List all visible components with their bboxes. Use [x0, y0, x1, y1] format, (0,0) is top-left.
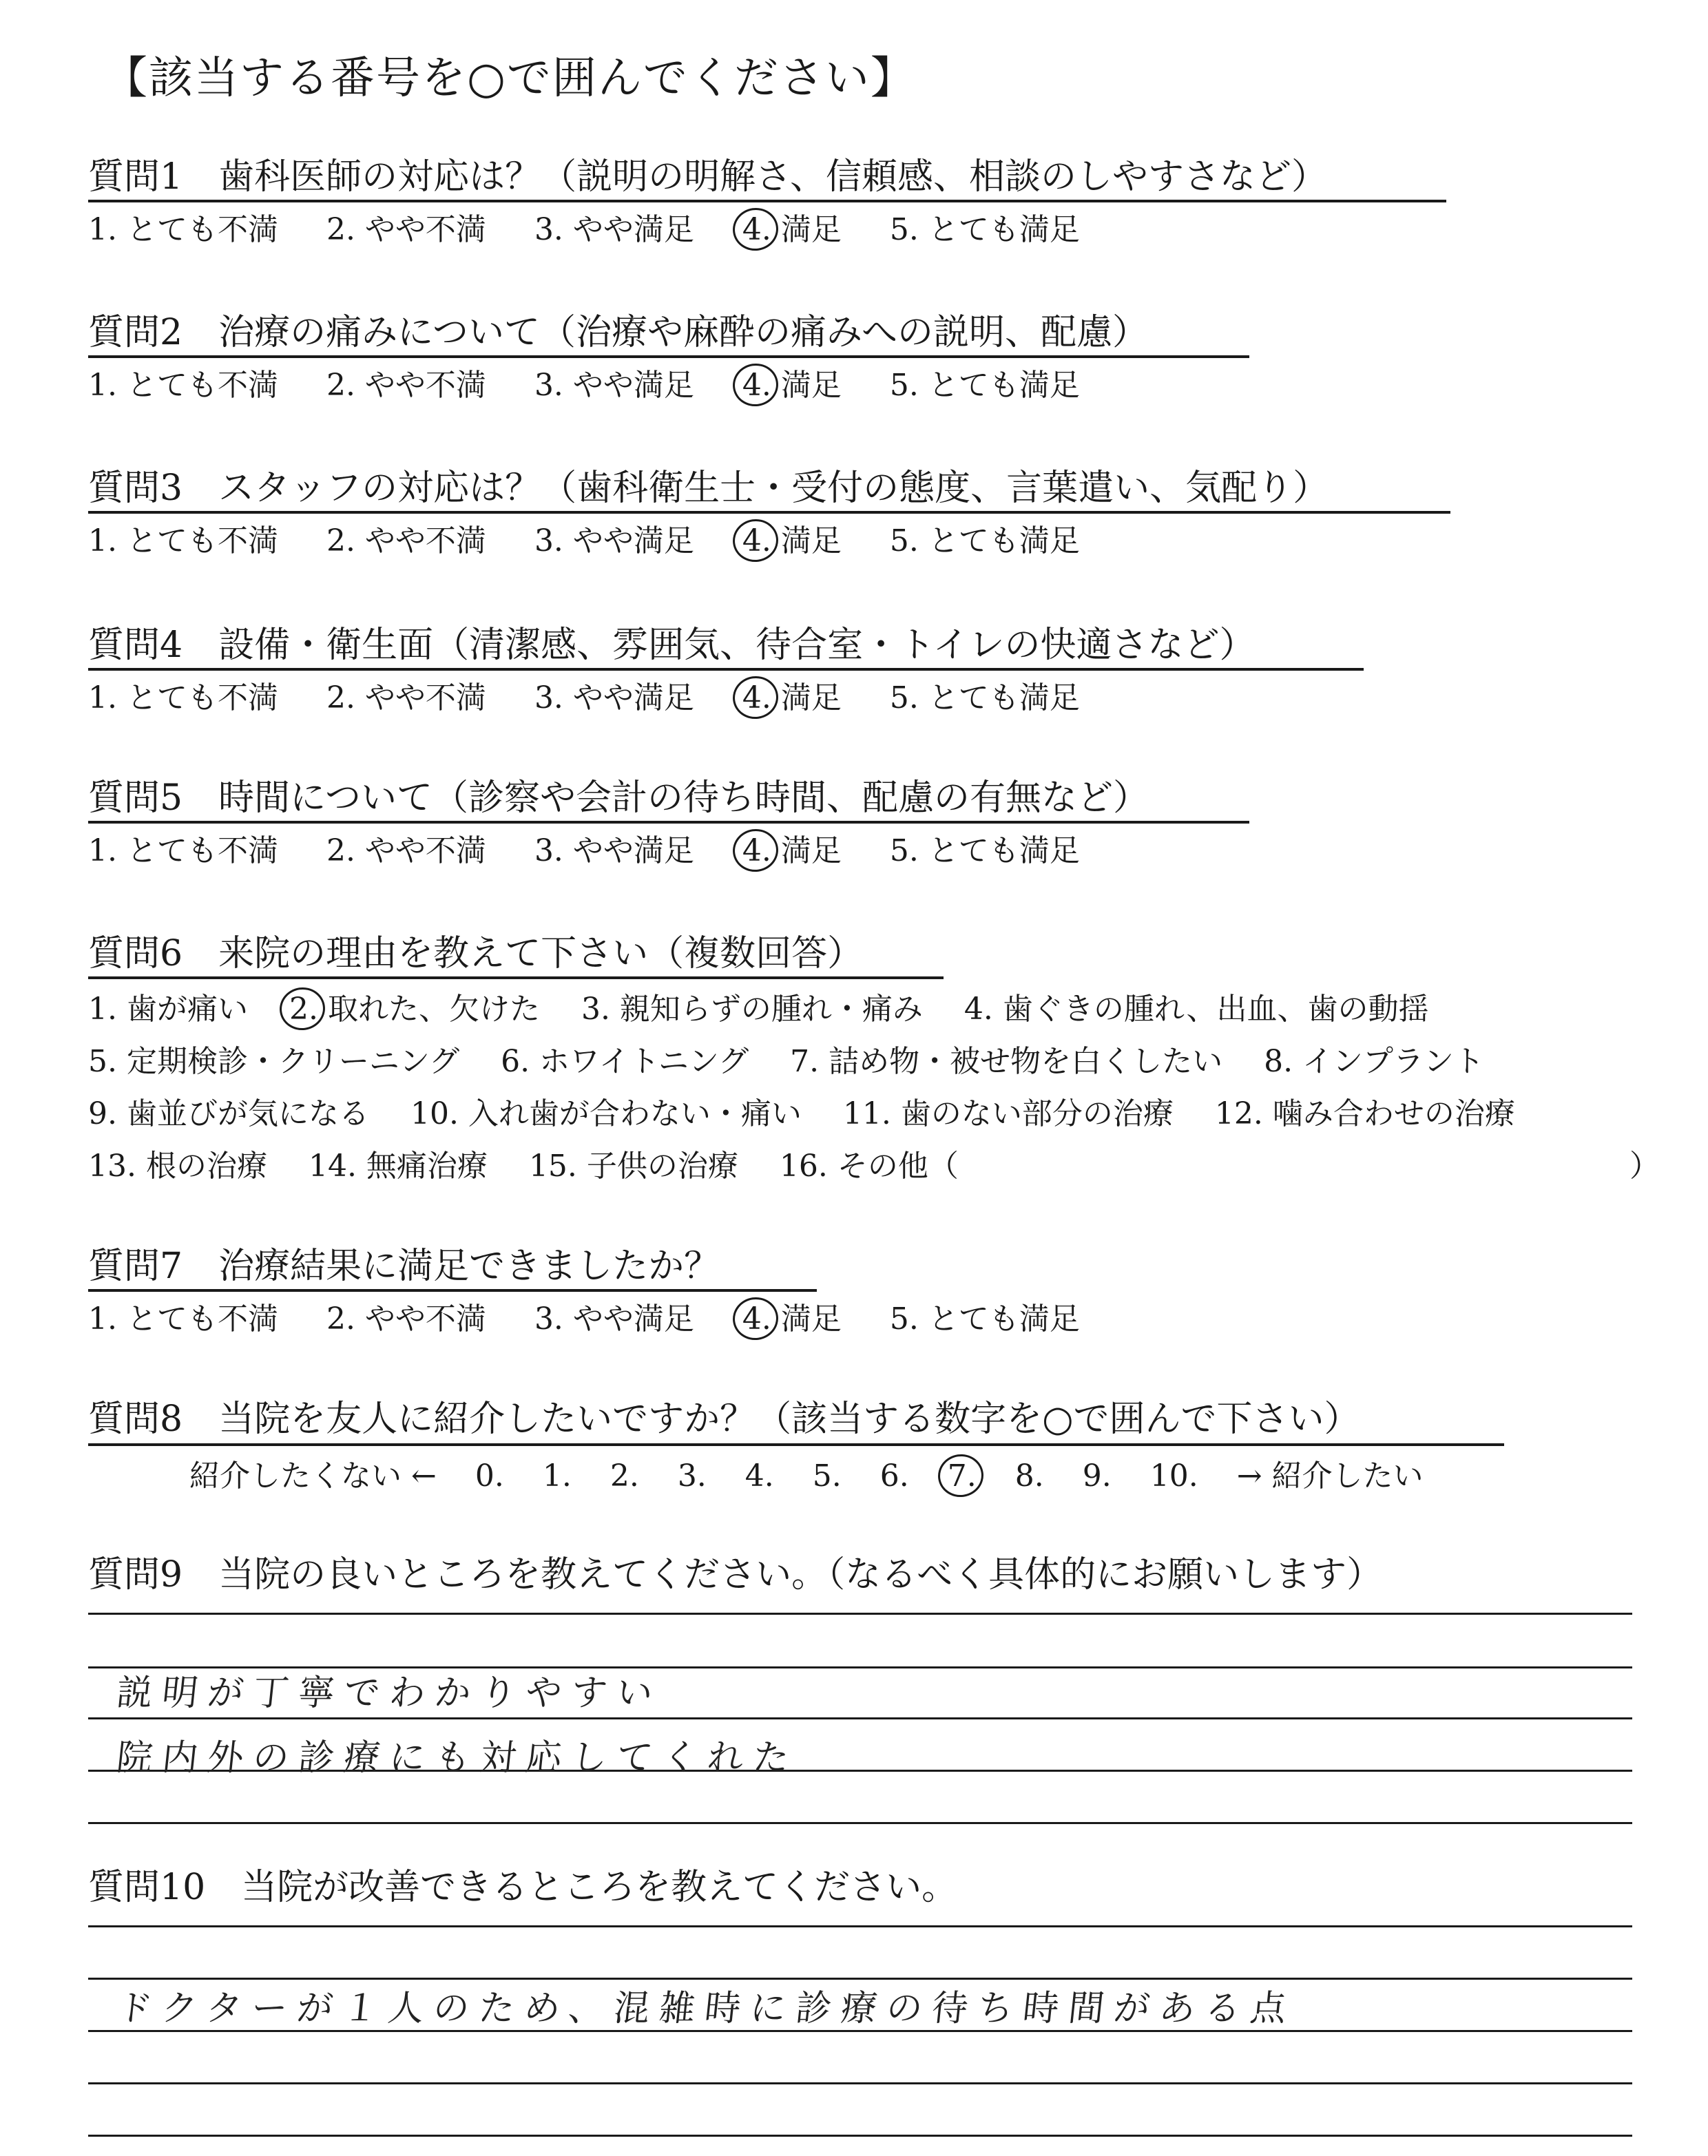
question-3-options: [88, 522, 1118, 561]
scale-5[interactable]: 5.: [812, 1458, 842, 1494]
question-6-underline: [88, 976, 944, 979]
selection-circle: [730, 826, 781, 875]
option-5[interactable]: 5. とても満足: [889, 680, 1080, 715]
option-row: [88, 1043, 1547, 1095]
question-6-options: [88, 990, 1547, 1200]
reason-8[interactable]: 8. インプラント: [1264, 1044, 1485, 1079]
option-5[interactable]: 5. とても満足: [889, 368, 1080, 403]
reason-12[interactable]: 12. 噛み合わせの治療: [1214, 1096, 1515, 1131]
question-5-underline: [88, 821, 1249, 824]
reason-15[interactable]: 15. 子供の治療: [528, 1149, 738, 1184]
question-7-title: 質問7 治療結果に満足できましたか？: [88, 1246, 720, 1287]
question-2-underline: [88, 355, 1249, 358]
option-4-label: 満足: [780, 523, 842, 558]
reason-2[interactable]: [289, 990, 540, 1029]
option-3[interactable]: 3. やや満足: [534, 680, 694, 715]
option-5[interactable]: 5. とても満足: [889, 212, 1080, 247]
scale-7-number: 7.: [947, 1458, 977, 1494]
scale-right-label: → 紹介したい: [1236, 1458, 1424, 1494]
option-2[interactable]: 2. やや不満: [326, 368, 486, 403]
scale-6[interactable]: 6.: [879, 1458, 909, 1494]
option-row: [88, 990, 1547, 1043]
option-row: [88, 1147, 1547, 1200]
option-4-number: 4.: [742, 212, 771, 247]
answer-line: [88, 1925, 1632, 1927]
handwritten-answer-line: 院内外の診療にも対応してくれた: [114, 1737, 801, 1779]
question-4-title: 質問4 設備・衛生面（清潔感、雰囲気、待合室・トイレの快適さなど）: [88, 625, 1256, 666]
question-1-underline: [88, 200, 1446, 202]
answer-line: [88, 2082, 1632, 2084]
option-3[interactable]: 3. やや満足: [534, 1301, 694, 1337]
scale-0[interactable]: 0.: [475, 1458, 504, 1494]
option-4[interactable]: [742, 366, 842, 405]
option-4[interactable]: [742, 1300, 842, 1339]
question-10-title: 質問10 当院が改善できるところを教えてください。: [88, 1867, 958, 1908]
option-4[interactable]: [742, 832, 842, 870]
option-4[interactable]: [742, 211, 842, 249]
answer-line: [88, 1613, 1632, 1615]
selection-circle: [935, 1452, 986, 1500]
selection-circle: [730, 673, 781, 722]
option-1[interactable]: 1. とても不満: [88, 212, 278, 247]
option-4-label: 満足: [780, 368, 842, 403]
other-close-paren: ）: [1629, 1149, 1660, 1184]
reason-1[interactable]: 1. 歯が痛い: [88, 992, 248, 1027]
reason-4[interactable]: 4. 歯ぐきの腫れ、出血、歯の動揺: [964, 992, 1429, 1027]
reason-9[interactable]: 9. 歯並びが気になる: [88, 1096, 369, 1131]
reason-6[interactable]: 6. ホワイトニング: [501, 1044, 749, 1079]
option-4-label: 満足: [780, 833, 842, 868]
option-1[interactable]: 1. とても不満: [88, 1301, 278, 1337]
selection-circle: [730, 361, 781, 410]
scale-left-label: 紹介したくない ←: [189, 1458, 437, 1494]
question-5-title: 質問5 時間について（診察や会計の待ち時間、配慮の有無など）: [88, 777, 1149, 819]
option-4-number: 4.: [742, 680, 771, 715]
question-7-options: [88, 1300, 1118, 1339]
reason-14[interactable]: 14. 無痛治療: [308, 1149, 488, 1184]
reason-11[interactable]: 11. 歯のない部分の治療: [842, 1096, 1174, 1131]
question-8-underline: [88, 1443, 1504, 1446]
reason-10[interactable]: 10. 入れ歯が合わない・痛い: [410, 1096, 802, 1131]
question-4-underline: [88, 668, 1364, 671]
question-9-title: 質問9 当院の良いところを教えてください。（なるべく具体的にお願いします）: [88, 1554, 1383, 1595]
reason-2-number: 2.: [289, 992, 318, 1027]
option-4-number: 4.: [742, 523, 771, 558]
option-4[interactable]: [742, 679, 842, 718]
option-4-label: 満足: [780, 212, 842, 247]
scale-3[interactable]: 3.: [677, 1458, 707, 1494]
reason-3[interactable]: 3. 親知らずの腫れ・痛み: [581, 992, 923, 1027]
option-5[interactable]: 5. とても満足: [889, 523, 1080, 558]
scale-8[interactable]: 8.: [1014, 1458, 1044, 1494]
answer-line: [88, 1822, 1632, 1824]
scale-10[interactable]: 10.: [1149, 1458, 1198, 1494]
option-5[interactable]: 5. とても満足: [889, 1301, 1080, 1337]
option-1[interactable]: 1. とても不満: [88, 368, 278, 403]
option-4-number: 4.: [742, 1301, 771, 1337]
selection-circle: [277, 985, 328, 1034]
question-4-options: [88, 679, 1118, 718]
scale-9[interactable]: 9.: [1082, 1458, 1112, 1494]
option-4-number: 4.: [742, 833, 771, 868]
handwritten-answer-line: ドクターが１人のため、混雑時に診療の待ち時間がある点: [114, 1988, 1298, 2029]
scale-1[interactable]: 1.: [542, 1458, 572, 1494]
option-3[interactable]: 3. やや満足: [534, 523, 694, 558]
scale-7[interactable]: [948, 1457, 977, 1496]
question-8-scale: [189, 1457, 1452, 1496]
question-2-title: 質問2 治療の痛みについて（治療や麻酔の痛みへの説明、配慮）: [88, 312, 1149, 353]
option-2[interactable]: 2. やや不満: [326, 680, 486, 715]
option-1[interactable]: 1. とても不満: [88, 680, 278, 715]
handwritten-answer-line: 説明が丁寧でわかりやすい: [114, 1673, 665, 1714]
option-2[interactable]: 2. やや不満: [326, 523, 486, 558]
option-2[interactable]: 2. やや不満: [326, 833, 486, 868]
scale-4[interactable]: 4.: [744, 1458, 774, 1494]
question-2-options: [88, 366, 1118, 405]
scale-2[interactable]: 2.: [610, 1458, 639, 1494]
option-1[interactable]: 1. とても不満: [88, 833, 278, 868]
answer-line: [88, 2135, 1632, 2137]
option-2[interactable]: 2. やや不満: [326, 212, 486, 247]
form-heading: 【該当する番号を○で囲んでください】: [103, 53, 916, 104]
reason-7[interactable]: 7. 詰め物・被せ物を白くしたい: [790, 1044, 1223, 1079]
question-1-options: [88, 211, 1118, 249]
option-3[interactable]: 3. やや満足: [534, 212, 694, 247]
option-row: [88, 1095, 1547, 1147]
question-3-title: 質問3 スタッフの対応は？（歯科衛生士・受付の態度、言葉遣い、気配り）: [88, 468, 1329, 509]
question-7-underline: [88, 1289, 817, 1292]
question-5-options: [88, 832, 1118, 870]
reason-16[interactable]: 16. その他（: [779, 1149, 959, 1184]
reason-2-label: 取れた、欠けた: [327, 992, 540, 1027]
selection-circle: [730, 1295, 781, 1343]
option-4-label: 満足: [780, 680, 842, 715]
reason-13[interactable]: 13. 根の治療: [88, 1149, 267, 1184]
option-3[interactable]: 3. やや満足: [534, 833, 694, 868]
question-6-title: 質問6 来院の理由を教えて下さい（複数回答）: [88, 933, 864, 974]
option-4-number: 4.: [742, 368, 771, 403]
question-8-title: 質問8 当院を友人に紹介したいですか？（該当する数字を○で囲んで下さい）: [88, 1399, 1360, 1440]
option-2[interactable]: 2. やや不満: [326, 1301, 486, 1337]
option-3[interactable]: 3. やや満足: [534, 368, 694, 403]
option-4[interactable]: [742, 522, 842, 561]
option-4-label: 満足: [780, 1301, 842, 1337]
selection-circle: [730, 205, 781, 254]
question-1-title: 質問1 歯科医師の対応は？（説明の明解さ、信頼感、相談のしやすさなど）: [88, 156, 1328, 198]
selection-circle: [730, 516, 781, 565]
option-1[interactable]: 1. とても不満: [88, 523, 278, 558]
option-5[interactable]: 5. とても満足: [889, 833, 1080, 868]
question-3-underline: [88, 511, 1450, 514]
answer-line: [88, 1717, 1632, 1719]
reason-5[interactable]: 5. 定期検診・クリーニング: [88, 1044, 460, 1079]
